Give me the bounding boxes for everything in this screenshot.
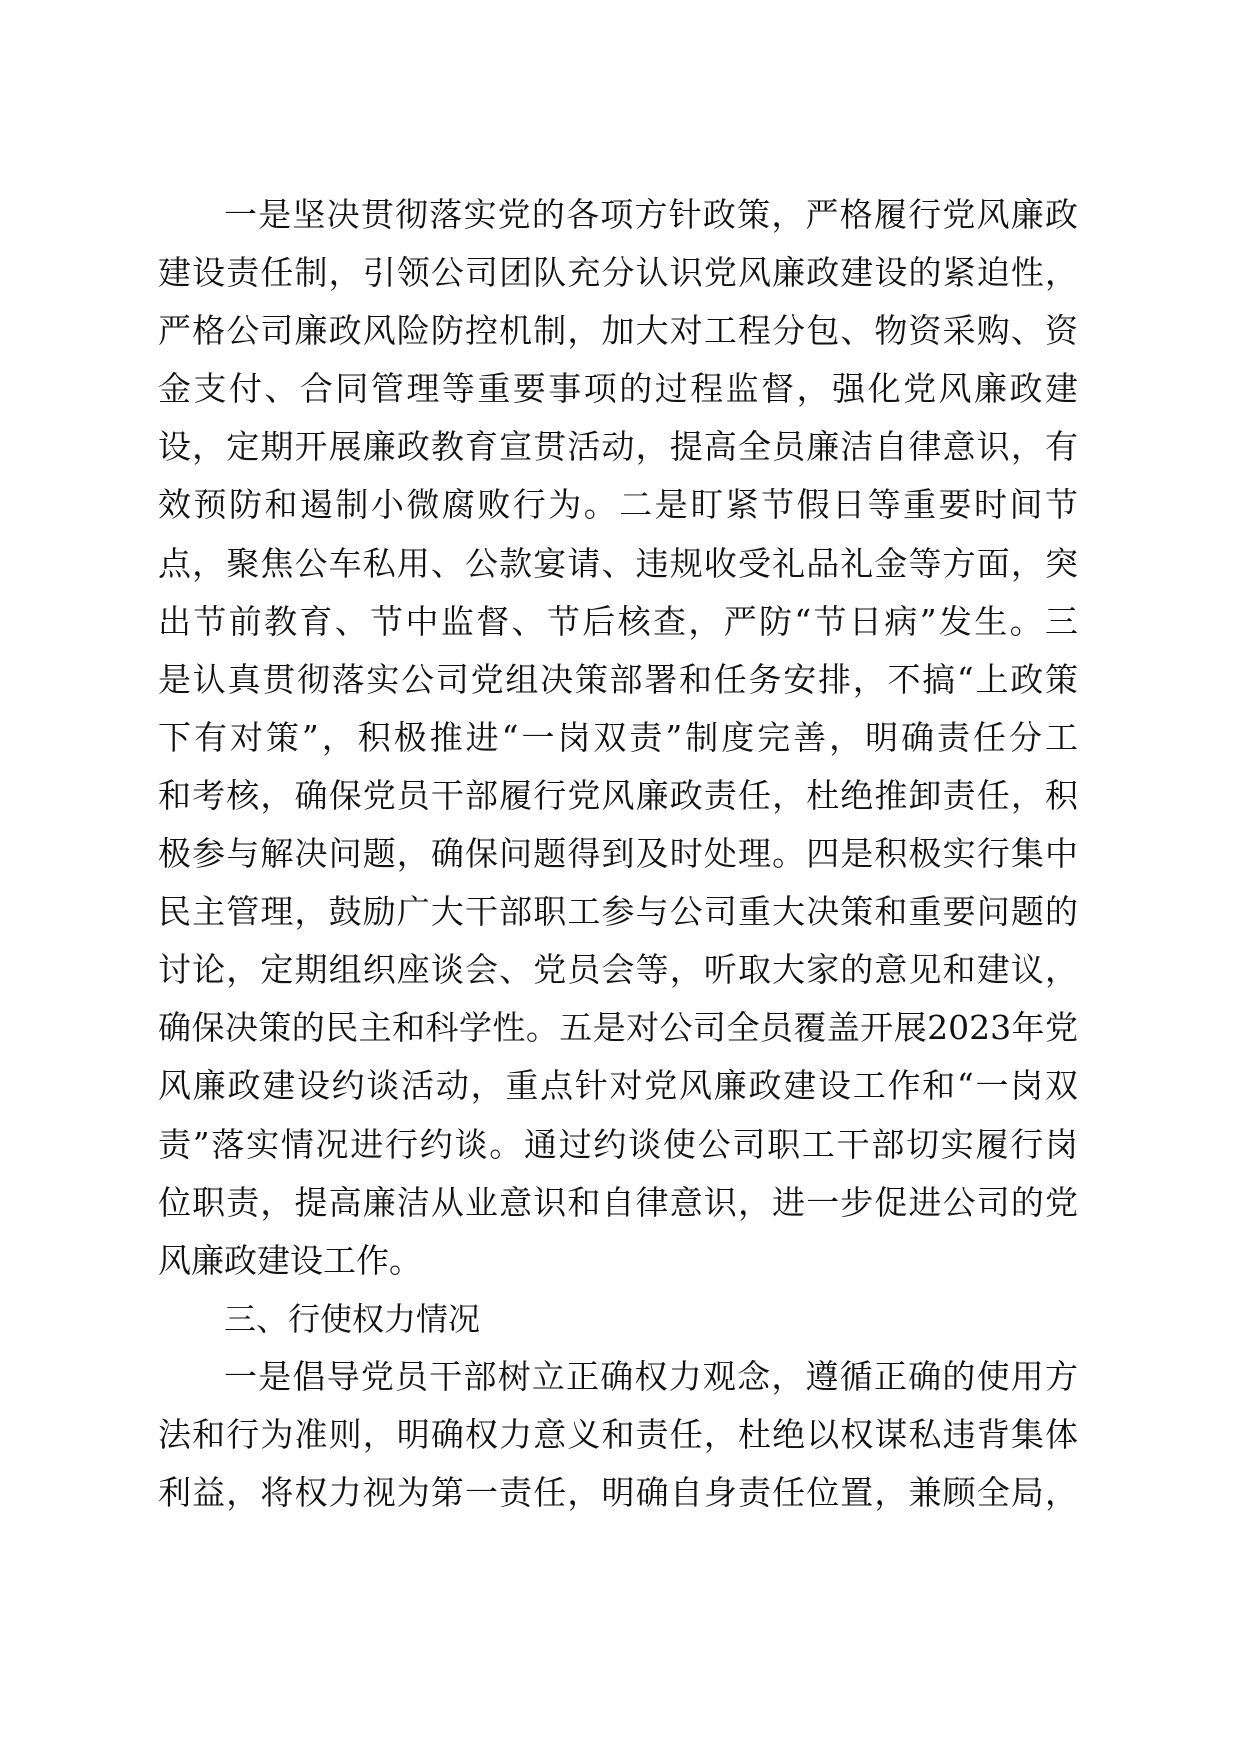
document-body <box>158 186 1078 1522</box>
paragraph-1-line: 风廉政建设工作。 <box>158 1240 422 1280</box>
paragraph-1-line: 和考核，确保党员干部履行党风廉政责任，杜绝推卸责任，积 <box>158 775 1078 815</box>
paragraph-1-line: 一是坚决贯彻落实党的各项方针政策，严格履行党风廉政 <box>224 195 1078 234</box>
paragraph-1-line: 责”落实情况进行约谈。通过约谈使公司职工干部切实履行岗 <box>158 1124 1078 1164</box>
paragraph-1-line: 位职责，提高廉洁从业意识和自律意识，进一步促进公司的党 <box>158 1182 1078 1222</box>
paragraph-1-line: 是认真贯彻落实公司党组决策部署和任务安排，不搞“上政策 <box>158 659 1078 699</box>
paragraph-1-line: 出节前教育、节中监督、节后核查，严防“节日病”发生。三 <box>158 601 1078 641</box>
paragraph-1-line: 设，定期开展廉政教育宣贯活动，提高全员廉洁自律意识，有 <box>158 427 1078 467</box>
paragraph-2-line: 法和行为准则，明确权力意义和责任，杜绝以权谋私违背集体 <box>158 1414 1078 1454</box>
paragraph-1-line: 效预防和遏制小微腐败行为。二是盯紧节假日等重要时间节 <box>158 485 1078 525</box>
paragraph-1-line: 严格公司廉政风险防控机制，加大对工程分包、物资采购、资 <box>158 311 1078 351</box>
paragraph-1-line: 民主管理，鼓励广大干部职工参与公司重大决策和重要问题的 <box>158 892 1078 932</box>
paragraph-2-line: 利益，将权力视为第一责任，明确自身责任位置，兼顾全局， <box>158 1473 1078 1513</box>
paragraph-1-line: 极参与解决问题，确保问题得到及时处理。四是积极实行集中 <box>158 834 1078 874</box>
paragraph-1-line: 下有对策”，积极推进“一岗双责”制度完善，明确责任分工 <box>158 717 1078 757</box>
section-heading: 三、行使权力情况 <box>224 1299 481 1338</box>
paragraph-1-line: 金支付、合同管理等重要事项的过程监督，强化党风廉政建 <box>158 369 1078 409</box>
paragraph-1-line: 确保决策的民主和科学性。五是对公司全员覆盖开展2023年党 <box>158 1008 1078 1048</box>
paragraph-1-line: 讨论，定期组织座谈会、党员会等，听取大家的意见和建议， <box>158 950 1078 990</box>
paragraph-1-line: 点，聚焦公车私用、公款宴请、违规收受礼品礼金等方面，突 <box>158 543 1078 583</box>
paragraph-2-line: 一是倡导党员干部树立正确权力观念，遵循正确的使用方 <box>224 1356 1078 1396</box>
paragraph-1-line: 建设责任制，引领公司团队充分认识党风廉政建设的紧迫性， <box>158 253 1078 293</box>
paragraph-1-line: 风廉政建设约谈活动，重点针对党风廉政建设工作和“一岗双 <box>158 1066 1078 1106</box>
